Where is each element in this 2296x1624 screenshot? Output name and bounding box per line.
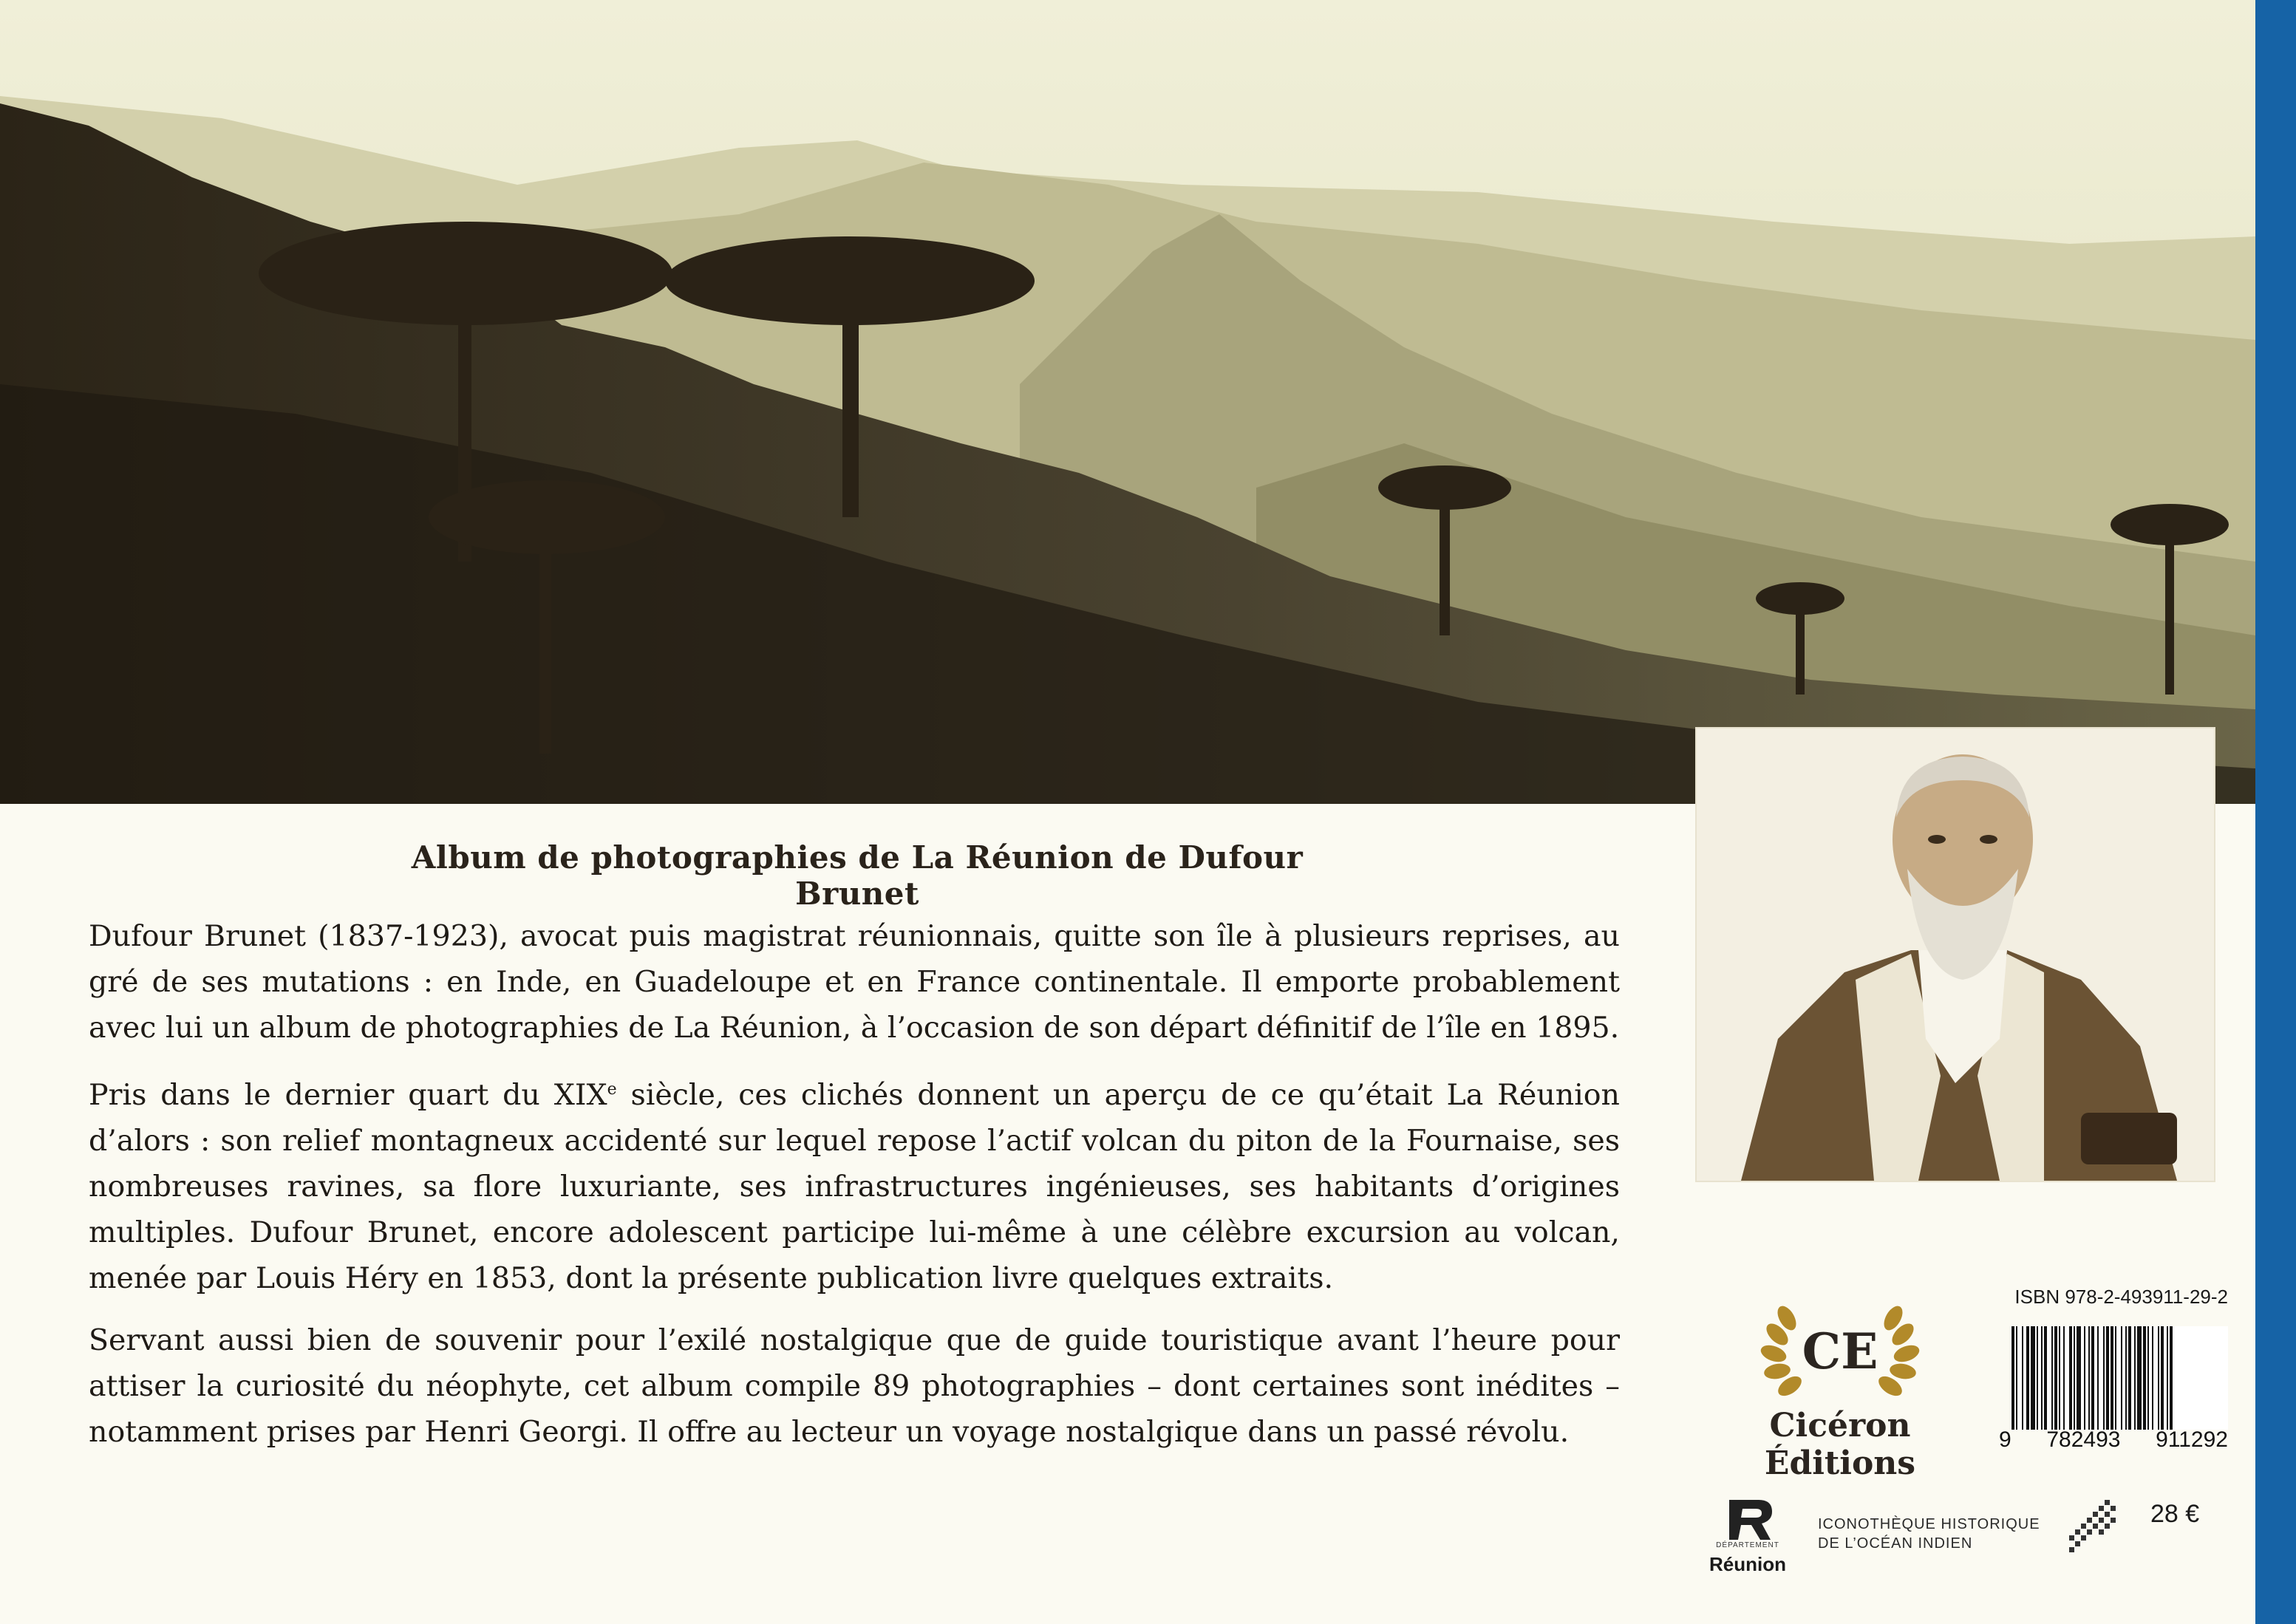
barcode-digit-first: 9: [1999, 1427, 2011, 1452]
paragraph-2: [89, 1067, 1620, 1301]
department-name: Réunion: [1709, 1553, 1786, 1575]
description-text: [89, 913, 1620, 1471]
landscape-photo: [0, 0, 2255, 804]
isbn-label: ISBN 978-2-493911-29-2: [2014, 1286, 2228, 1308]
paragraph-2-end: siècle, ces clichés donnent un aperçu de ce qu’était La Réunion d’alors : son relief montagneux accidenté sur lequel repose l’actif volcan du piton de la Fournaise, ses nombreuses ravines, sa flore luxuriante, ses infrastructures ingénieuses, ses habitants d’origines multiples. Dufour Brunet, encore adolescent participe lui-même à une célèbre excursion au volcan, menée par Louis Héry en 1853, dont la présente publication livre quelques extraits.: [89, 1078, 1620, 1296]
paragraph-1: Dufour Brunet (1837-1923), avocat puis magistrat réunionnais, quitte son île à plusieurs reprises, au gré de ses mutations : en Inde, en Guadeloupe et en France continentale. Il emporte probablement avec lui un album de photographies de La Réunion, à l’occasion de son départ définitif de l’île en 1895.: [89, 919, 1620, 1045]
price-label: 28 €: [2150, 1500, 2200, 1528]
publisher-monogram: CE: [1802, 1323, 1878, 1380]
dots-logo: [2069, 1500, 2116, 1553]
barcode-digits-group-1: 782493: [2046, 1427, 2121, 1452]
iconotheque-label: [1818, 1515, 2062, 1553]
iconotheque-line-2: DE L’OCÉAN INDIEN: [1818, 1535, 1973, 1552]
portrait-photo: [1697, 729, 2214, 1181]
publisher-name: Cicéron Éditions: [1764, 1407, 1916, 1482]
barcode-digits-group-2: 911292: [2156, 1427, 2228, 1452]
barcode-icon: [2010, 1326, 2228, 1430]
century-superscript: e: [607, 1080, 617, 1099]
department-small-label: DÉPARTEMENT: [1716, 1541, 1779, 1549]
iconotheque-line-1: ICONOTHÈQUE HISTORIQUE: [1818, 1516, 2040, 1532]
book-title: Album de photographies de La Réunion de Dufour Brunet: [411, 839, 1304, 912]
paragraph-2-start: Pris dans le dernier quart du XIX: [89, 1078, 607, 1113]
barcode-digits: [1999, 1427, 2228, 1453]
paragraph-3: Servant aussi bien de souvenir pour l’exilé nostalgique que de guide touristique avant l’heure pour attiser la curiosité du néophyte, cet album compile 89 photographies – dont certaines sont inédites – notamment prises par Henri Georgi. Il offre au lecteur un voyage nostalgique dans un passé révolu.: [89, 1323, 1620, 1450]
spine-strip: [2255, 0, 2296, 1624]
